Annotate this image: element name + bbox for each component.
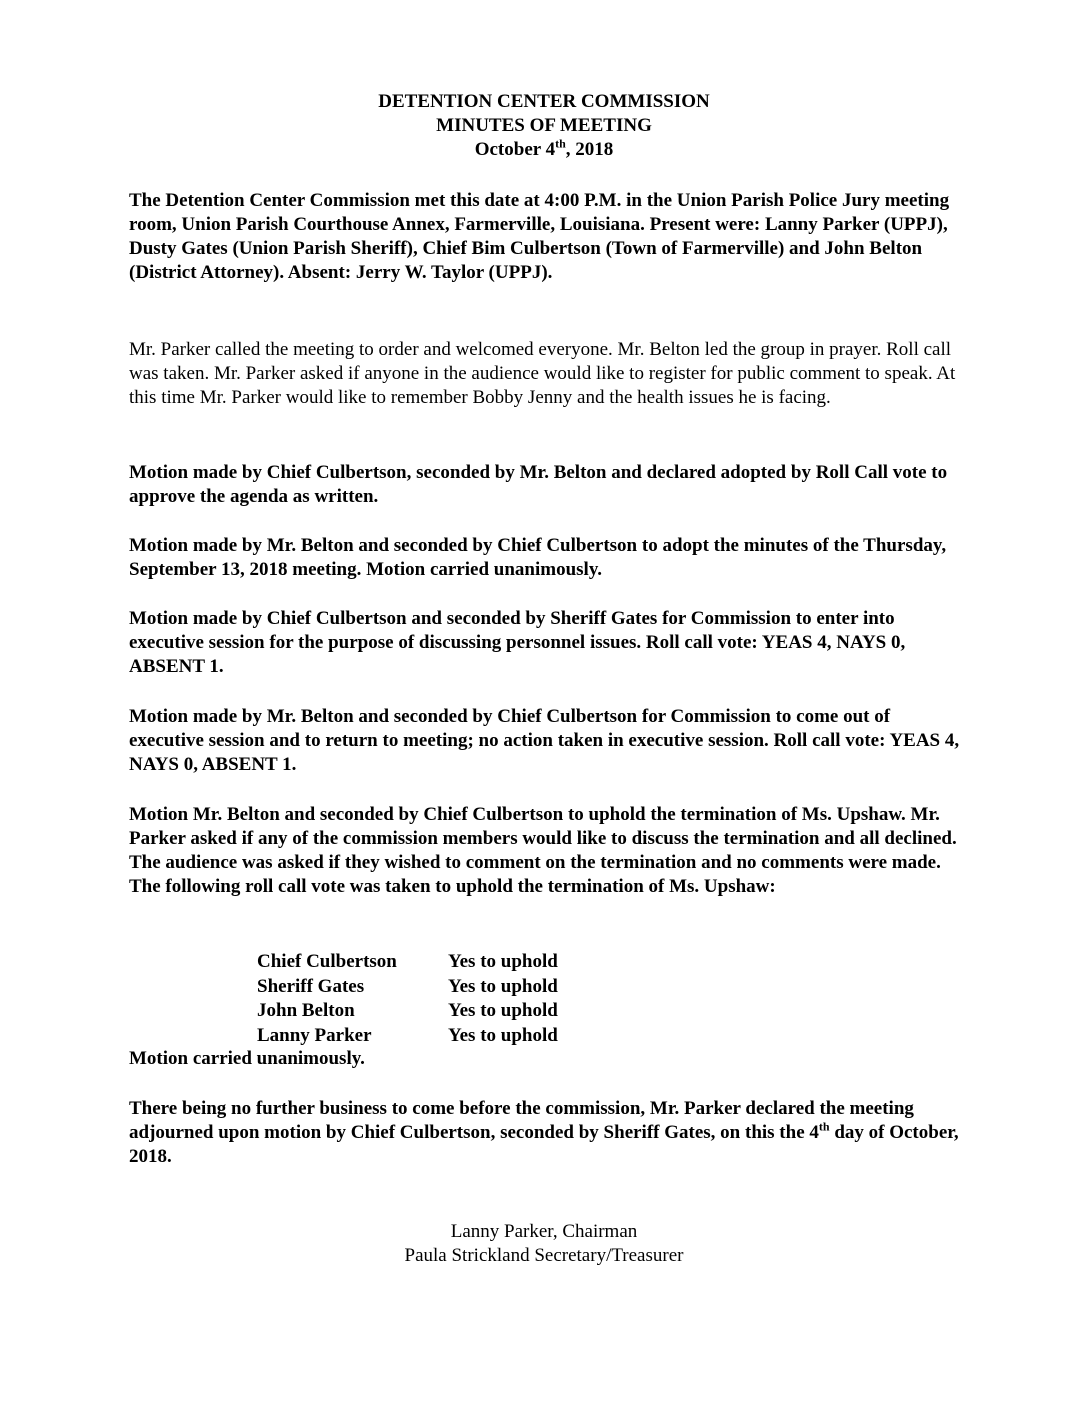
vote-row	[257, 975, 558, 1000]
motion-exec-exit-paragraph: Motion made by Mr. Belton and seconded by Chief Culbertson for Commission to come out of executive session and to return to meeting; no action taken in executive session. Roll call vote: YEAS 4, NAYS 0, ABSENT 1.	[129, 706, 960, 775]
roll-call-vote-list	[257, 950, 558, 1048]
document-header	[0, 90, 1088, 162]
meeting-date: October 4th, 2018	[474, 136, 614, 160]
vote-row	[257, 1024, 558, 1049]
voter-name: John Belton	[257, 1000, 355, 1021]
vote-value: Yes to uphold	[448, 1000, 558, 1021]
motion-minutes-paragraph: Motion made by Mr. Belton and seconded by Chief Culbertson to adopt the minutes of the Thursday, September 13, 2018 meeting. Motion carried unanimously.	[129, 535, 947, 580]
secretary-signature-line: Paula Strickland Secretary/Treasurer	[404, 1245, 684, 1266]
opening-paragraph: Mr. Parker called the meeting to order and welcomed everyone. Mr. Belton led the group in prayer. Roll call was taken. Mr. Parker asked if anyone in the audience would like to register for public comment to speak. At this time Mr. Parker would like to remember Bobby Jenny and the health issues he is facing.	[129, 339, 956, 408]
chairman-signature-line: Lanny Parker, Chairman	[450, 1221, 638, 1242]
intro-paragraph: The Detention Center Commission met this date at 4:00 P.M. in the Union Parish Police Jury meeting room, Union Parish Courthouse Annex, Farmerville, Louisiana. Present were: Lanny Parker (UPPJ), Dusty Gates (Union Parish Sheriff), Chief Bim Culbertson (Town of Farmerville) and John Belton (District Attorney). Absent: Jerry W. Taylor (UPPJ).	[129, 190, 950, 283]
motion-carried-text: Motion carried unanimously.	[129, 1048, 365, 1069]
vote-value: Yes to uphold	[448, 975, 558, 997]
vote-row	[257, 950, 558, 975]
vote-value: Yes to uphold	[448, 951, 558, 972]
motion-agenda-paragraph: Motion made by Chief Culbertson, seconded by Mr. Belton and declared adopted by Roll Call vote to approve the agenda as written.	[129, 462, 948, 507]
voter-name: Lanny Parker	[257, 1024, 372, 1046]
vote-row	[257, 999, 558, 1024]
commission-title: DETENTION CENTER COMMISSION	[378, 91, 710, 112]
voter-name: Chief Culbertson	[257, 951, 397, 972]
motion-exec-enter-paragraph: Motion made by Chief Culbertson and seconded by Sheriff Gates for Commission to enter into executive session for the purpose of discussing personnel issues. Roll call vote: YEAS 4, NAYS 0, ABSENT 1.	[129, 608, 906, 677]
vote-value: Yes to uphold	[448, 1024, 558, 1046]
signature-block	[0, 1220, 1088, 1268]
minutes-title: MINUTES OF MEETING	[436, 115, 652, 136]
adjournment-paragraph: There being no further business to come before the commission, Mr. Parker declared the meeting adjourned upon motion by Chief Culbertson, seconded by Sheriff Gates, on this the 4th day of October, 2018.	[129, 1098, 959, 1167]
voter-name: Sheriff Gates	[257, 975, 365, 997]
motion-uphold-paragraph: Motion Mr. Belton and seconded by Chief Culbertson to uphold the termination of Ms. Upshaw. Mr. Parker asked if any of the commission members would like to discuss the termination and all declined. The audience was asked if they wished to comment on the termination and no comments were made. The following roll call vote was taken to uphold the termination of Ms. Upshaw:	[129, 804, 957, 897]
